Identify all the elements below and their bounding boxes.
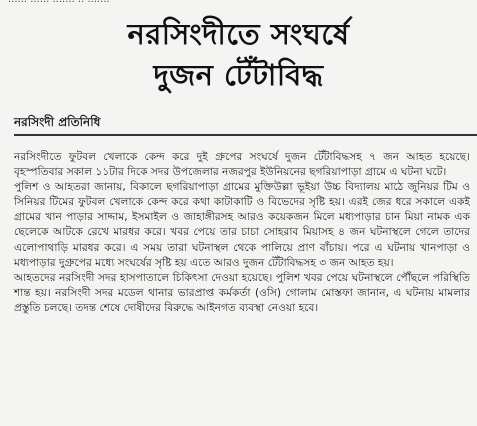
article-headline (0, 14, 477, 96)
paragraph-1: নরসিংদীতে ফুটবল খেলাকে কেন্দ করে দুই গ্রুপের সংঘর্ষে দুজন টেঁটাবিদ্ধসহ ৭ জন আহত হয়েছে। বৃহস্পতিবার সকাল ১১টার দিকে সদর উপজেলার নজরপুর ইউনিয়নের ছগরিয়াপাড়া গ্রামে এ ঘটনা ঘটে। (14, 151, 470, 179)
byline: নরসিংদী প্রতিনিধি (14, 115, 101, 129)
previous-article-clip (0, 0, 477, 6)
headline-line-2: দুজন টেঁটাবিদ্ধ (153, 58, 324, 92)
headline-line-1: নরসিংদীতে সংঘর্ষে (127, 17, 350, 51)
article-body (14, 150, 470, 316)
paragraph-2: পুলিশ ও আহতরা জানায়, বিকালে ছগরিয়াপাড়া গ্রামের মুক্তিউল্লা ভূইয়া উচ্চ বিদ্যালয় মাঠে জুনিয়র টিম ও সিনিয়র টিমের ফুটবল খেলাকে কেন্দ করে কথা কাটাকাটি ও বিভেদের সৃষ্টি হয়। এরই জের ধরে সকালে একই গ্রামের খান পাড়ার সাদ্দাম, ইসমাইল ও জাহাঙ্গীরসহ আরও কয়েকজন মিলে মধ্যপাড়ার চান মিয়া নামক এক ছেলেকে আটকে রেখে মারধর করে। খবর পেয়ে তার চাচা সোহরাব মিয়াসহ ৪ জন ঘটনাস্থলে গেলে তাদের এলোপাথাড়ি মারধর করে। এ সময় তারা ঘটনাস্থল থেকে পালিয়ে প্রাণ বাঁচায়। পরে এ ঘটনায় খানপাড়া ও মধ্যপাড়ার দুগ্রুপের মধ্যে সংঘর্ষের সৃষ্টি হয় এতে আরও দুজন টেঁটাবিদ্ধসহ ৩ জন আহত হয়। (14, 181, 470, 269)
paragraph-3: আহতদের নরসিংদী সদর হাসপাতালে চিকিৎসা দেওয়া হয়েছে। পুলিশ খবর পেয়ে ঘটনাস্থলে পৌঁছলে পরিস্থিতি শান্ত হয়। নরসিংদী সদর মডেল থানার ভারপ্রাপ্ত কর্মকর্তা (ওসি) গোলাম মোস্তফা জানান, এ ঘটনায় মামলার প্রস্তুতি চলছে। তদন্ত শেষে দোষীদের বিরুদ্ধে আইনগত ব্যবস্থা নেওয়া হবে। (14, 271, 470, 314)
byline-divider (14, 134, 477, 136)
previous-article-text (8, 0, 110, 5)
